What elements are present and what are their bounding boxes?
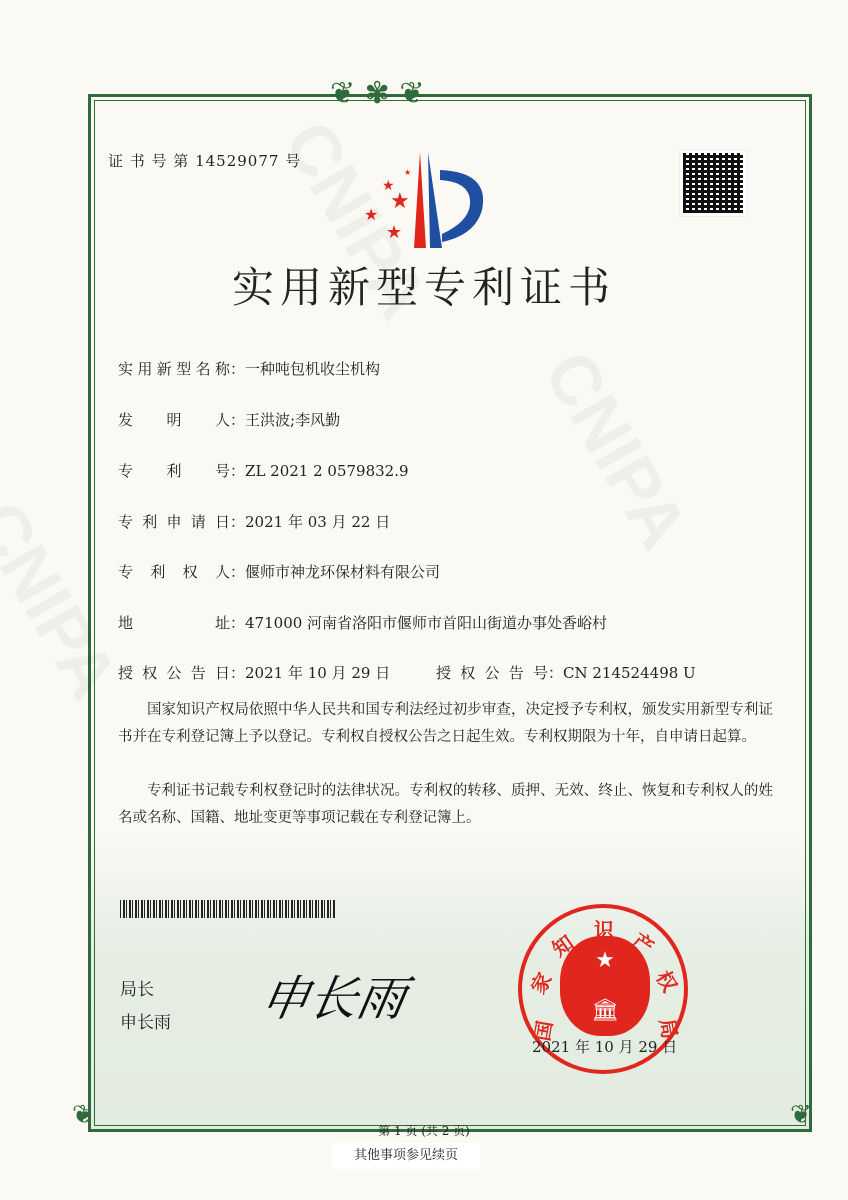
svg-text:★: ★ [386,222,403,243]
field-grant-date: 授权公告日：2021 年 10 月 29 日 [118,664,391,682]
field-label: 地址 [118,614,230,632]
field-inventor: 发明人：王洪波;李风勤 [118,411,341,429]
footer-note: 其他事项参见续页 [332,1143,480,1169]
field-label: 发明人 [118,411,230,429]
official-seal: ★ 🏛 国 家 知 识 产 权 局 2021 年 10 月 29 日 [518,904,688,1074]
field-value: 王洪波;李风勤 [245,411,341,429]
document-title: 实用新型专利证书 [231,263,616,312]
svg-text:★: ★ [404,168,412,177]
field-patentee: 专利权人：偃师市神龙环保材料有限公司 [118,563,441,581]
field-value: 偃师市神龙环保材料有限公司 [245,563,441,581]
field-label: 实用新型名称 [118,360,230,378]
top-ornament: ❦ ✾ ❦ [330,76,425,111]
field-application-date: 专利申请日：2021 年 03 月 22 日 [118,513,391,531]
field-value: 2021 年 10 月 29 日 [245,664,391,682]
corner-ornament: ❦ [72,1100,94,1130]
director-name: 申长雨 [120,1013,171,1033]
qr-code [680,150,746,216]
national-emblem-icon: ★ 🏛 [560,936,650,1036]
field-label: 授权公告号 [436,664,548,682]
field-address: 地址：471000 河南省洛阳市偃师市首阳山街道办事处香峪村 [118,614,608,632]
seal-date: 2021 年 10 月 29 日 [532,1038,678,1056]
field-patent-number: 专利号：ZL 2021 2 0579832.9 [118,462,409,480]
field-value: 471000 河南省洛阳市偃师市首阳山街道办事处香峪村 [245,614,608,632]
svg-text:★: ★ [364,205,379,224]
field-value: 一种吨包机收尘机构 [245,360,381,378]
paragraph: 专利证书记载专利权登记时的法律状况。专利权的转移、质押、无效、终止、恢复和专利权人的姓名或名称、国籍、地址变更等事项记载在专利登记簿上。 [118,783,773,826]
field-label: 授权公告日 [118,664,230,682]
page-number: 第 1 页 (共 2 页) [378,1124,470,1138]
cnipa-logo [360,150,490,250]
field-label: 专利号 [118,462,230,480]
director-title: 局长 [120,980,154,1000]
svg-text:★: ★ [382,178,395,194]
field-value: ZL 2021 2 0579832.9 [245,462,409,480]
field-grant-number: 授权公告号：CN 214524498 U [436,664,696,682]
field-value: 2021 年 03 月 22 日 [245,513,391,531]
signature: 申长雨 [256,971,411,1027]
field-value: CN 214524498 U [563,664,696,682]
corner-ornament: ❦ [790,1100,812,1130]
field-label: 专利权人 [118,563,230,581]
svg-text:★: ★ [390,189,410,214]
field-name: 实用新型名称：一种吨包机收尘机构 [118,360,381,378]
field-label: 专利申请日 [118,513,230,531]
paragraph: 国家知识产权局依照中华人民共和国专利法经过初步审查，决定授予专利权，颁发实用新型专利证书并在专利登记簿上予以登记。专利权自授权公告之日起生效。专利权期限为十年，自申请日起算。 [118,702,773,745]
certificate-number: 证 书 号 第 14529077 号 [108,152,302,170]
barcode [120,900,336,918]
